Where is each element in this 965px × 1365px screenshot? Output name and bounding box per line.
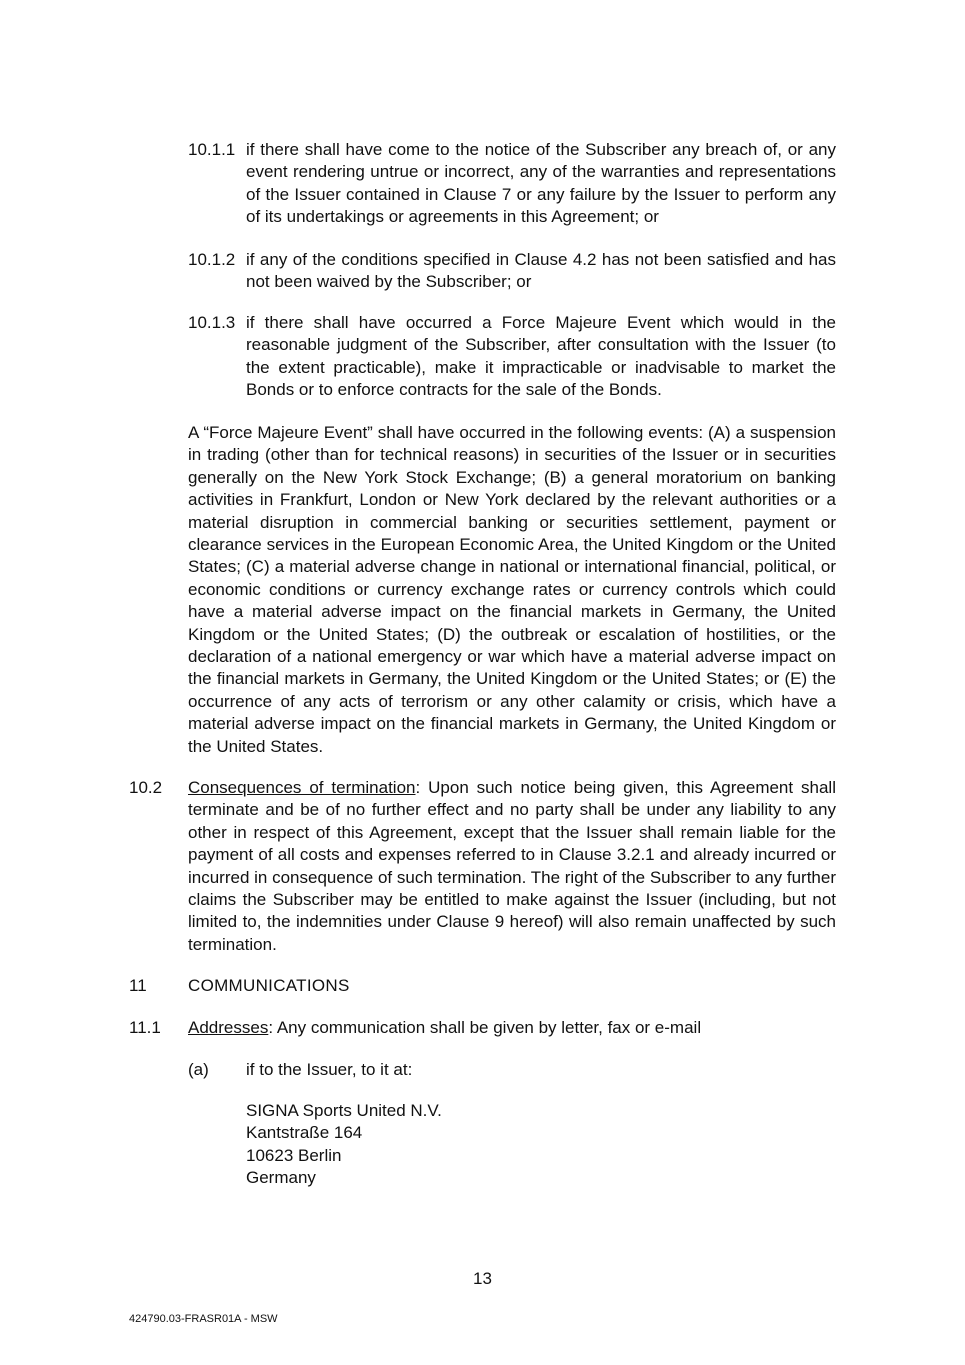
clause-10-1-2-text: if any of the conditions specified in Clause 4.2 has not been satisfied and has not been waived by the Subscriber; or	[246, 250, 836, 292]
clause-number-11-1: 11.1	[129, 1018, 161, 1037]
section-number-11: 11	[129, 976, 147, 995]
clause-number-10-1-2: 10.1.2	[188, 250, 236, 269]
clause-10-1-1-text: if there shall have come to the notice of the Subscriber any breach of, or any event rendering untrue or incorrect, any of the warranties and representations of the Issuer contained in Clause 7 or any failure by the Issuer to perform any of its undertakings or agreements in this Agreement; or	[246, 140, 836, 227]
clause-10-2-title: Consequences of termination	[188, 778, 416, 797]
clause-11-1-body: : Any communication shall be given by letter, fax or e-mail	[268, 1018, 702, 1037]
issuer-address	[246, 1100, 442, 1190]
section-heading-communications: COMMUNICATIONS	[188, 976, 350, 995]
force-majeure-definition: A “Force Majeure Event” shall have occurred in the following events: (A) a suspension in trading (other than for technical reasons) in securities of the Issuer or in securities generally on the New York Stock Exchange; (B) a general moratorium on banking activities in Frankfurt, London or New York declared by the relevant authorities or a material disruption in commercial banking or securities settlement, payment or clearance services in the European Economic Area, the United Kingdom or the United States; (C) a material adverse change in national or international financial, political, or economic conditions or currency exchange rates or currency controls which could have a material adverse impact on the financial markets in Germany, the United Kingdom or the United States; (D) the outbreak or escalation of hostilities, or the declaration of a national emergency or war which have a material adverse impact on the financial markets in Germany, the United Kingdom or the United States; or (E) the occurrence of any acts of terrorism or any other calamity or crisis, which have a material adverse impact on the financial markets in Germany, the United Kingdom or the United States.	[188, 423, 836, 756]
clause-number-10-1-1: 10.1.1	[188, 140, 236, 159]
clause-10-2-body: : Upon such notice being given, this Agreement shall terminate and be of no further effect and no party shall be under any liability to any other in respect of this Agreement, except that the Issuer shall remain liable for the payment of all costs and expenses referred to in Clause 3.2.1 and already incurred or incurred in consequence of such termination. The right of the Subscriber to any further claims the Subscriber may be entitled to make against the Issuer (including, but not limited to, the indemnities under Clause 9 hereof) will also remain unaffected by such termination.	[188, 778, 836, 954]
address-line-country: Germany	[246, 1168, 316, 1188]
address-line-street: Kantstraße 164	[246, 1123, 363, 1143]
page-number: 13	[473, 1269, 492, 1288]
address-line-company: SIGNA Sports United N.V.	[246, 1101, 442, 1120]
clause-11-1-text	[188, 1017, 836, 1039]
sub-item-a-text: if to the Issuer, to it at:	[246, 1060, 413, 1079]
clause-10-1-3-text: if there shall have occurred a Force Majeure Event which would in the reasonable judgment of the Subscriber, after consultation with the Issuer (to the extent practicable), make it impracticable or inadvisable to market the Bonds or to enforce contracts for the sale of the Bonds.	[246, 313, 836, 400]
document-reference: 424790.03-FRASR01A - MSW	[129, 1313, 278, 1325]
address-line-city: 10623 Berlin	[246, 1145, 342, 1165]
clause-number-10-2: 10.2	[129, 778, 163, 797]
clause-number-10-1-3: 10.1.3	[188, 313, 236, 332]
clause-11-1-title: Addresses	[188, 1018, 269, 1037]
sub-item-number-a: (a)	[188, 1060, 209, 1079]
clause-10-2-text	[188, 777, 836, 956]
